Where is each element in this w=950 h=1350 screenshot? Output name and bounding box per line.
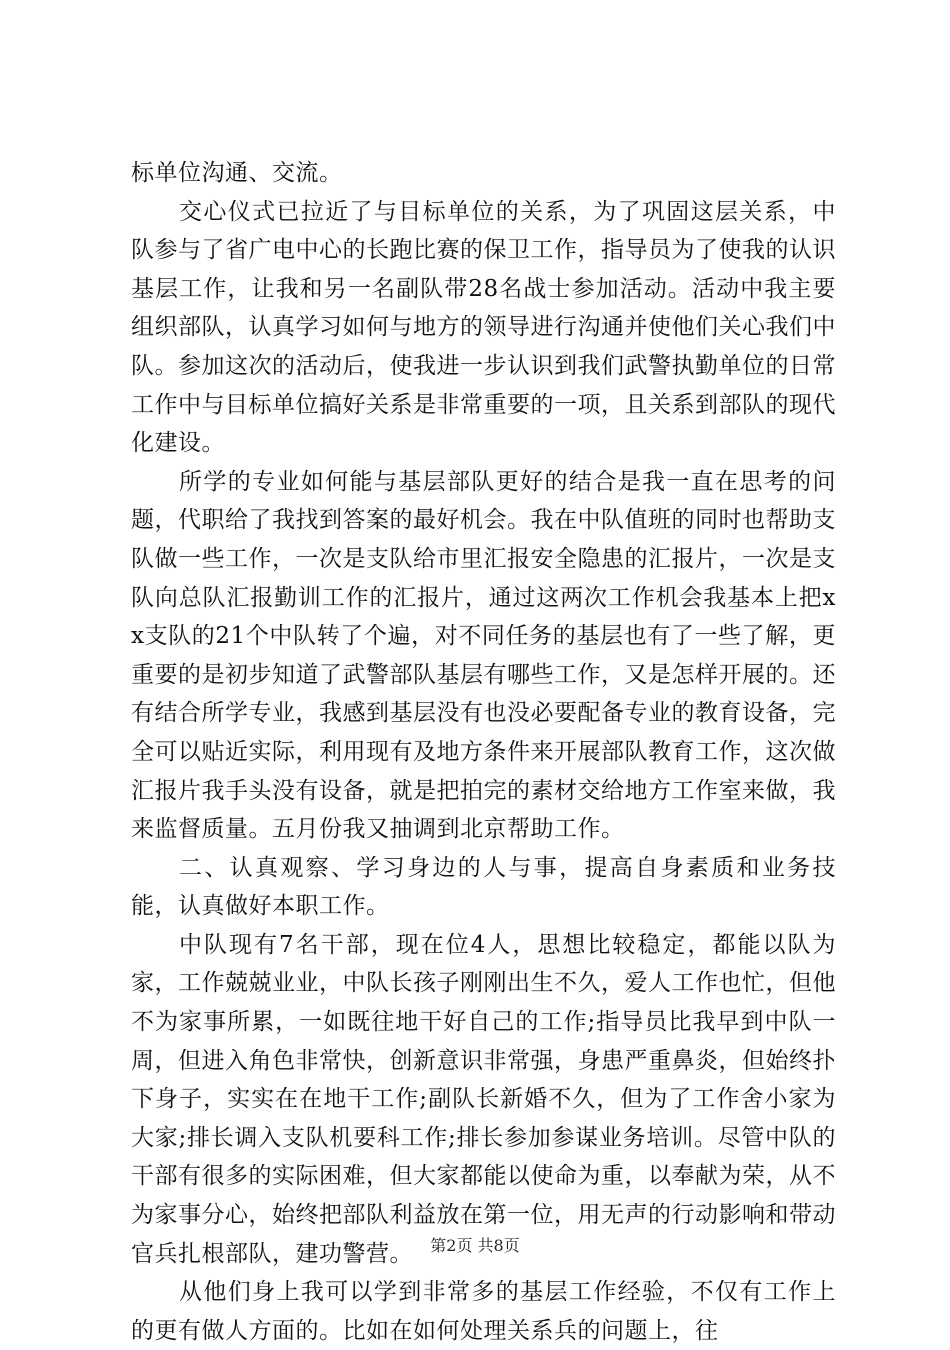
page-number-footer: 第2页 共8页 <box>430 1236 520 1255</box>
section-heading-two: 二、认真观察、学习身边的人与事，提高自身素质和业务技能，认真做好本职工作。 <box>131 854 836 920</box>
paragraph-target-unit-relations: 交心仪式已拉近了与目标单位的关系，为了巩固这层关系，中队参与了省广电中心的长跑比赛的保卫工作，指导员为了使我的认识基层工作，让我和另一名副队带28名战士参加活动。活动中我主要组织部队，认真学习如何与地方的领导进行沟通并使他们关心我们中队。参加这次的活动后，使我进一步认识到我们武警执勤单位的日常工作中与目标单位搞好关系是非常重要的一项，且关系到部队的现代化建设。 <box>131 198 836 457</box>
paragraph-squad-cadres: 中队现有7名干部，现在位4人，思想比较稳定，都能以队为家，工作兢兢业业，中队长孩子刚刚出生不久，爱人工作也忙，但他不为家事所累，一如既往地干好自己的工作;指导员比我早到中队一周，但进入角色非常快，创新意识非常强，身患严重鼻炎，但始终扑下身子，实实在在地干工作;副队长新婚不久，但为了工作舍小家为大家;排长调入支队机要科工作;排长参加参谋业务培训。尽管中队的干部有很多的实际困难，但大家都能以使命为重，以奉献为荣，从不为家事分心，始终把部队利益放在第一位，用无声的行动影响和带动官兵扎根部队，建功警营。 <box>131 931 836 1267</box>
document-body <box>131 154 836 1350</box>
paragraph-major-and-grassroots: 所学的专业如何能与基层部队更好的结合是我一直在思考的问题，代职给了我找到答案的最好机会。我在中队值班的同时也帮助支队做一些工作，一次是支队给市里汇报安全隐患的汇报片，一次是支队向总队汇报勤训工作的汇报片，通过这两次工作机会我基本上把xx支队的21个中队转了个遍，对不同任务的基层也有了一些了解，更重要的是初步知道了武警部队基层有哪些工作，又是怎样开展的。还有结合所学专业，我感到基层没有也没必要配备专业的教育设备，完全可以贴近实际，利用现有及地方条件来开展部队教育工作，这次做汇报片我手头没有设备，就是把拍完的素材交给地方工作室来做，我来监督质量。五月份我又抽调到北京帮助工作。 <box>131 468 836 843</box>
paragraph-learning-experience: 从他们身上我可以学到非常多的基层工作经验，不仅有工作上的更有做人方面的。比如在如何处理关系兵的问题上，往 <box>131 1279 836 1344</box>
paragraph-continuation: 标单位沟通、交流。 <box>131 160 343 186</box>
